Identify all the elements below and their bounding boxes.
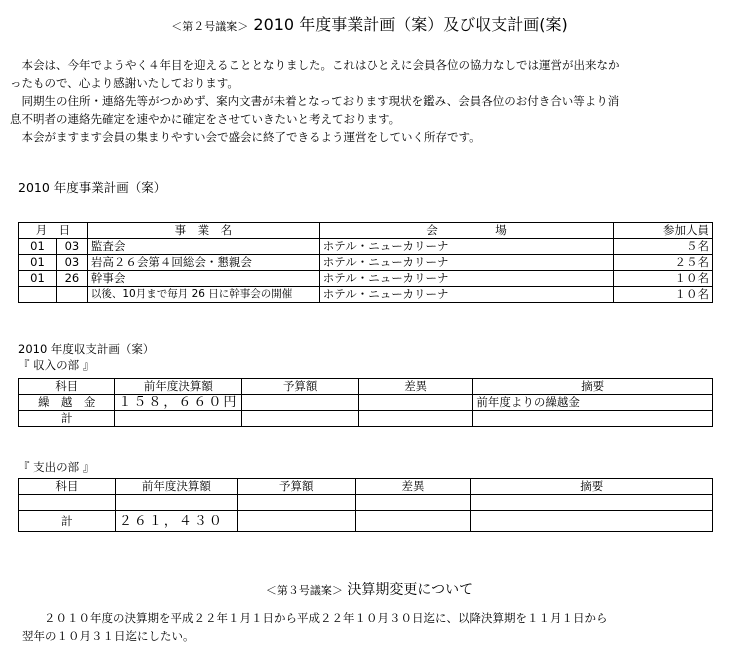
plan-header-count: 参加人員	[614, 223, 713, 239]
expense-header-prev: 前年度決算額	[115, 479, 237, 495]
expense-header-item: 科目	[19, 479, 116, 495]
table-row	[19, 495, 713, 511]
expense-diff	[355, 511, 471, 532]
plan-day: 26	[56, 271, 87, 287]
agenda3-body	[22, 609, 608, 645]
intro-line: 同期生の住所・連絡先等がつかめず、案内文書が未着となっております現状を鑑み、会員各位のお付き合い等より消	[10, 94, 620, 108]
agenda3-title: 決算期変更について	[347, 582, 474, 598]
expense-budget	[237, 495, 355, 511]
table-row	[19, 395, 713, 411]
income-header-prev: 前年度決算額	[115, 379, 242, 395]
plan-event: 幹事会	[87, 271, 319, 287]
agenda3-line: ２０１０年度の決算期を平成２２年１月１日から平成２２年１０月３０日迄に、以降決算期を１１月１日から	[44, 611, 608, 625]
income-budget	[242, 395, 359, 411]
expense-label: 『 支出の部 』	[18, 460, 95, 474]
intro-line: 息不明者の連絡先確定を速やかに確定をさせていきたいと考えております。	[10, 112, 401, 126]
table-row	[19, 271, 713, 287]
plan-header-name: 事 業 名	[87, 223, 319, 239]
income-note: 前年度よりの繰越金	[473, 395, 713, 411]
income-prev	[115, 411, 242, 427]
plan-header-row	[19, 223, 713, 239]
plan-event: 以後、10月まで毎月 26 日に幹事会の開催	[87, 287, 319, 303]
expense-header-diff: 差異	[355, 479, 471, 495]
income-budget	[242, 411, 359, 427]
plan-event: 岩高２６会第４回総会・懇親会	[87, 255, 319, 271]
agenda2-title: 2010 年度事業計画（案）及び収支計画(案)	[253, 15, 568, 34]
income-diff	[358, 395, 472, 411]
plan-header-venue: 会 場	[319, 223, 613, 239]
plan-count: ２５名	[614, 255, 713, 271]
expense-note	[471, 495, 713, 511]
plan-count: １０名	[614, 271, 713, 287]
income-header-row	[19, 379, 713, 395]
table-row	[19, 239, 713, 255]
expense-prev	[115, 495, 237, 511]
table-row	[19, 287, 713, 303]
expense-header-budget: 予算額	[237, 479, 355, 495]
agenda3-tag: ＜第３号議案＞	[265, 584, 343, 597]
expense-header-note: 摘要	[471, 479, 713, 495]
intro-line: 本会は、今年でようやく４年目を迎えることとなりました。これはひとえに会員各位の協力なしでは運営が出来なか	[10, 58, 620, 72]
expense-note	[471, 511, 713, 532]
plan-table	[18, 222, 713, 303]
income-note	[473, 411, 713, 427]
expense-header-row	[19, 479, 713, 495]
table-row	[19, 411, 713, 427]
plan-count: １０名	[614, 287, 713, 303]
income-item: 繰 越 金	[19, 395, 115, 411]
intro-line: 本会がますます会員の集まりやすい会で盛会に終了できるよう運営をしていく所存です。	[10, 130, 481, 144]
budget-title: 2010 年度収支計画（案）	[18, 342, 155, 356]
expense-diff	[355, 495, 471, 511]
plan-month: 01	[19, 239, 57, 255]
income-header-budget: 予算額	[242, 379, 359, 395]
income-prev: １５８，６６０円	[115, 395, 242, 411]
plan-venue: ホテル・ニューカリーナ	[319, 271, 613, 287]
table-row	[19, 255, 713, 271]
income-total-label: 計	[19, 411, 115, 427]
agenda3-line: 翌年の１０月３１日迄にしたい。	[22, 629, 195, 643]
expense-item	[19, 495, 116, 511]
expense-table	[18, 478, 713, 532]
table-row	[19, 511, 713, 532]
plan-venue: ホテル・ニューカリーナ	[319, 255, 613, 271]
income-header-diff: 差異	[358, 379, 472, 395]
income-header-note: 摘要	[473, 379, 713, 395]
plan-header-date: 月 日	[19, 223, 88, 239]
income-label: 『 収入の部 』	[18, 358, 95, 372]
expense-budget	[237, 511, 355, 532]
income-diff	[358, 411, 472, 427]
intro-paragraph	[10, 56, 620, 146]
expense-total-label: 計	[19, 511, 116, 532]
income-table	[18, 378, 713, 427]
expense-prev: ２６１，４３０	[115, 511, 237, 532]
plan-day	[56, 287, 87, 303]
intro-line: ったもので、心より感謝いたしております。	[10, 76, 239, 90]
plan-title: 2010 年度事業計画（案）	[18, 180, 167, 195]
plan-venue: ホテル・ニューカリーナ	[319, 287, 613, 303]
agenda2-tag: ＜第２号議案＞	[171, 20, 249, 33]
plan-month	[19, 287, 57, 303]
agenda2-header	[0, 12, 739, 35]
plan-month: 01	[19, 255, 57, 271]
agenda3-header	[0, 579, 739, 599]
plan-day: 03	[56, 239, 87, 255]
income-header-item: 科目	[19, 379, 115, 395]
plan-month: 01	[19, 271, 57, 287]
plan-count: ５名	[614, 239, 713, 255]
plan-venue: ホテル・ニューカリーナ	[319, 239, 613, 255]
plan-day: 03	[56, 255, 87, 271]
plan-event: 監査会	[87, 239, 319, 255]
